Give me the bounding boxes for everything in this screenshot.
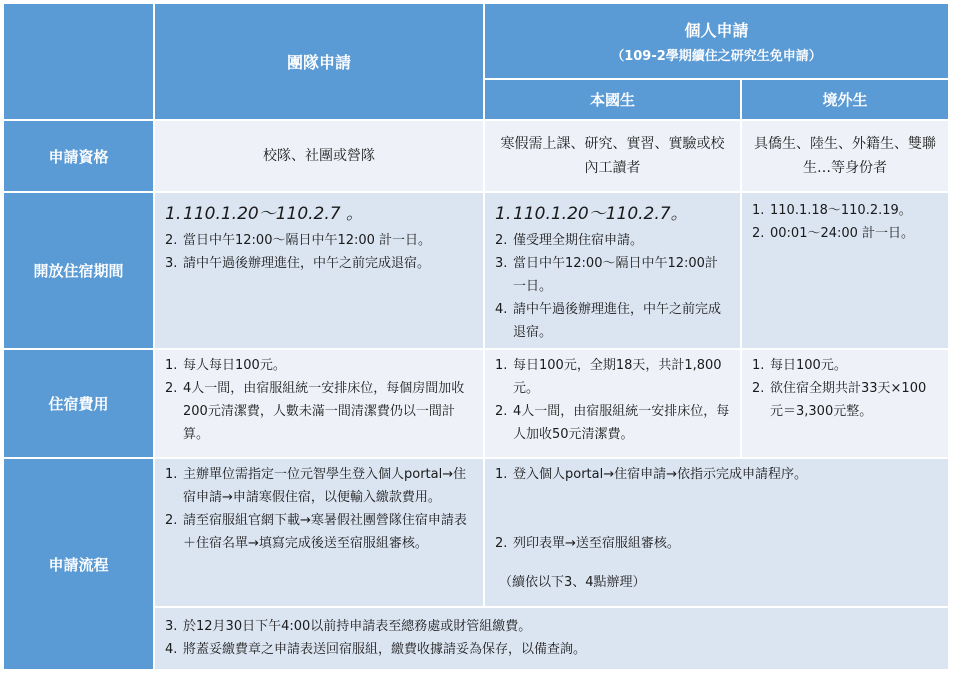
item-number: 2. <box>495 404 508 419</box>
list-item <box>748 377 938 423</box>
item-text: 僅受理全期住宿申請。 <box>513 233 644 248</box>
item-text: 主辦單位需指定一位元智學生登入個人portal→住宿申請→申請寒假住宿，以便輸入繳款費用。 <box>183 467 467 505</box>
process-team <box>155 459 483 606</box>
list-item <box>491 201 730 227</box>
row-header-period <box>4 193 153 348</box>
row-header-fee <box>4 350 153 457</box>
item-text: 將蓋妥繳費章之申請表送回宿服組，繳費收據請妥為保存，以備查詢。 <box>183 642 587 657</box>
eligibility-overseas-text: 具僑生、陸生、外籍生、雙聯生…等身份者 <box>754 136 936 176</box>
item-text: 4人一間，由宿服組統一安排床位，每個房間加收200元清潔費，人數未滿一間清潔費仍以一間計算。 <box>183 381 465 442</box>
period-domestic-list <box>491 201 736 344</box>
item-text: 每日100元。 <box>770 358 847 373</box>
list-item <box>161 252 473 275</box>
item-number: 1. <box>752 203 765 218</box>
overseas-student-header <box>742 80 948 119</box>
fee-team-list <box>161 354 479 446</box>
item-number: 3. <box>165 619 178 634</box>
item-text: 列印表單→送至宿服組審核。 <box>513 536 680 551</box>
individual-header-label: 個人申請 <box>684 21 749 40</box>
process-individual <box>485 459 948 606</box>
eligibility-domestic <box>485 121 740 191</box>
item-number: 1. <box>495 467 508 482</box>
period-team <box>155 193 483 348</box>
item-text: 110.1.20～110.2.7 。 <box>183 204 363 224</box>
list-item <box>161 463 473 509</box>
list-item <box>491 252 730 298</box>
row-header-process <box>4 459 153 669</box>
period-team-list <box>161 201 479 275</box>
item-number: 2. <box>495 233 508 248</box>
period-overseas <box>742 193 948 348</box>
item-text: 請中午過後辦理進住，中午之前完成退宿。 <box>183 256 431 271</box>
item-text: 4人一間，由宿服組統一安排床位，每人加收50元清潔費。 <box>513 404 730 442</box>
process-individual-list <box>491 463 944 555</box>
team-application-header <box>155 4 483 119</box>
domestic-student-header <box>485 80 740 119</box>
item-text: 每人每日100元。 <box>183 358 286 373</box>
item-text: 請中午過後辦理進住，中午之前完成退宿。 <box>513 302 722 340</box>
item-text: 當日中午12:00～隔日中午12:00計一日。 <box>513 256 718 294</box>
item-number: 1. <box>495 204 512 224</box>
process-shared-list <box>161 615 944 661</box>
item-number: 2. <box>495 536 508 551</box>
fee-domestic-list <box>491 354 736 446</box>
team-header-label: 團隊申請 <box>286 53 351 72</box>
item-number: 1. <box>165 204 182 224</box>
row-header-eligibility <box>4 121 153 191</box>
list-item <box>161 377 473 446</box>
fee-overseas <box>742 350 948 457</box>
list-item <box>161 229 473 252</box>
eligibility-label: 申請資格 <box>48 147 109 166</box>
list-item <box>748 354 938 377</box>
item-text: 每日100元，全期18天，共計1,800元。 <box>513 358 722 396</box>
item-text: 登入個人portal→住宿申請→依指示完成申請程序。 <box>513 467 808 482</box>
process-label: 申請流程 <box>48 555 109 574</box>
domestic-header-label: 本國生 <box>589 91 635 109</box>
list-item <box>748 199 938 222</box>
item-number: 1. <box>165 358 178 373</box>
period-domestic <box>485 193 740 348</box>
item-number: 1. <box>752 358 765 373</box>
list-item <box>161 615 938 638</box>
item-text: 00:01～24:00 計一日。 <box>770 226 915 241</box>
overseas-header-label: 境外生 <box>822 91 868 109</box>
list-item <box>161 509 473 555</box>
process-shared <box>155 608 948 669</box>
item-number: 2. <box>165 381 178 396</box>
item-number: 4. <box>495 302 508 317</box>
item-number: 2. <box>752 381 765 396</box>
eligibility-team-text: 校隊、社團或營隊 <box>263 148 375 164</box>
list-item <box>491 298 730 344</box>
process-team-list <box>161 463 479 555</box>
item-number: 3. <box>495 256 508 271</box>
period-label: 開放住宿期間 <box>33 262 124 280</box>
item-number: 1. <box>495 358 508 373</box>
corner-header-cell <box>4 4 153 119</box>
list-item <box>491 354 730 400</box>
eligibility-domestic-text: 寒假需上課、研究、實習、實驗或校內工讀者 <box>500 136 725 176</box>
fee-overseas-list <box>748 354 944 423</box>
item-text: 請至宿服組官網下載→寒暑假社團營隊住宿申請表＋住宿名單→填寫完成後送至宿服組審核。 <box>183 513 467 551</box>
item-number: 1. <box>165 467 178 482</box>
item-text: 110.1.20～110.2.7。 <box>513 204 688 224</box>
period-overseas-list <box>748 199 944 245</box>
eligibility-team <box>155 121 483 191</box>
item-number: 2. <box>752 226 765 241</box>
process-individual-note: （續依以下3、4點辦理） <box>499 575 646 590</box>
item-text: 於12月30日下午4:00以前持申請表至總務處或財管組繳費。 <box>183 619 532 634</box>
fee-team <box>155 350 483 457</box>
item-number: 2. <box>165 513 178 528</box>
list-item <box>491 400 730 446</box>
list-item <box>161 201 473 227</box>
individual-header-note: （109-2學期續住之研究生免申請） <box>611 49 822 64</box>
item-text: 110.1.18～110.2.19。 <box>770 203 912 218</box>
eligibility-overseas <box>742 121 948 191</box>
list-item <box>491 532 938 555</box>
list-item <box>491 463 938 486</box>
item-number: 3. <box>165 256 178 271</box>
fee-label: 住宿費用 <box>48 395 109 413</box>
item-text: 欲住宿全期共計33天×100元＝3,300元整。 <box>770 381 927 419</box>
item-number: 4. <box>165 642 178 657</box>
list-item <box>161 354 473 377</box>
list-item <box>748 222 938 245</box>
list-item <box>491 229 730 252</box>
item-text: 當日中午12:00～隔日中午12:00 計一日。 <box>183 233 432 248</box>
item-number: 2. <box>165 233 178 248</box>
list-item <box>161 638 938 661</box>
individual-application-header <box>485 4 948 78</box>
fee-domestic <box>485 350 740 457</box>
